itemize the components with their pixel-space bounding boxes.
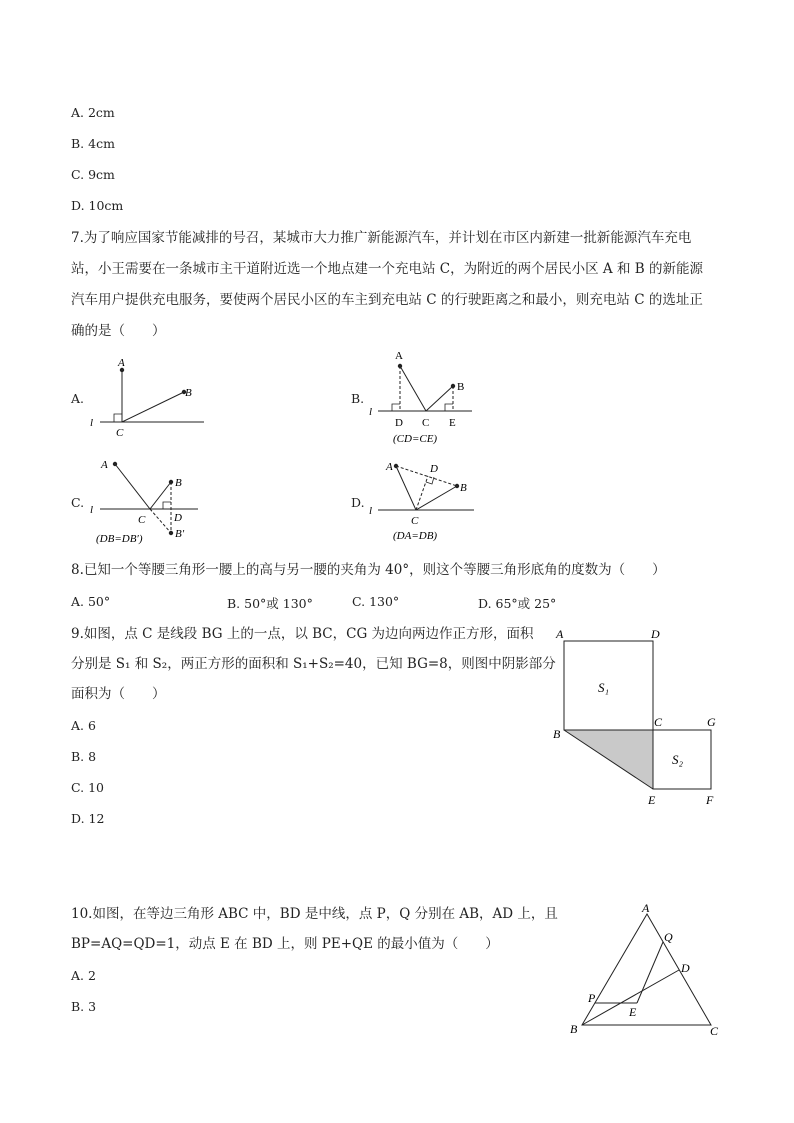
q7b-note: (CD=CE) <box>393 433 438 445</box>
q8-option-b: B. 50°或 130° <box>227 596 313 611</box>
q10-figure <box>566 900 736 1040</box>
q10-label-d: D <box>681 961 690 975</box>
q9-option-a: A. 6 <box>71 718 96 733</box>
q9-option-c: C. 10 <box>71 780 104 795</box>
q7a-label-a: A <box>118 357 125 369</box>
q9-line-3: 面积为（ ） <box>71 686 166 702</box>
q7c-label-d: D <box>174 512 182 524</box>
q7c-label-bp: B′ <box>175 528 185 540</box>
q7d-label-d: D <box>430 463 438 475</box>
q7d-label-l: l <box>369 505 373 517</box>
q10-label-b: B <box>570 1022 578 1036</box>
q7c-label-l: l <box>90 504 94 516</box>
q7b-label-a: A <box>395 350 403 362</box>
q9-label-d: D <box>651 627 660 641</box>
q7b-label-c: C <box>422 417 430 429</box>
q9-label-f: F <box>706 793 714 807</box>
q7-figure-d <box>366 455 486 545</box>
q7-line-4: 确的是（ ） <box>71 323 166 339</box>
q7-figure-a <box>88 356 208 439</box>
q7d-label-b: B <box>460 482 467 494</box>
q7d-label-a: A <box>386 461 393 473</box>
q7c-label-a: A <box>101 459 108 471</box>
q7c-note: (DB=DB′) <box>96 533 143 545</box>
q9-line-1: 9.如图，点 C 是线段 BG 上的一点，以 BC，CG 为边向两边作正方形，面积 <box>71 626 534 642</box>
q10-label-c: C <box>710 1024 719 1038</box>
q7a-label-c: C <box>116 427 124 439</box>
q10-label-q: Q <box>664 930 673 944</box>
q7-option-a-letter: A. <box>71 391 85 406</box>
q7d-note: (DA=DB) <box>393 530 438 542</box>
q10-line-1: 10.如图，在等边三角形 ABC 中，BD 是中线，点 P，Q 分别在 AB，AD 上，且 <box>71 906 558 922</box>
q7c-label-b: B <box>175 477 182 489</box>
q7-line-2: 站，小王需要在一条城市主干道附近选一个地点建一个充电站 C，为附近的两个居民小区 A 和 B 的新能源 <box>71 261 703 277</box>
q10-label-p: P <box>588 991 596 1005</box>
q9-label-s1: S₁ <box>598 680 610 695</box>
q8-option-d: D. 65°或 25° <box>478 596 557 611</box>
q9-option-d: D. 12 <box>71 811 105 826</box>
q7d-label-c: C <box>411 515 419 527</box>
q7c-label-c: C <box>138 514 146 526</box>
q7b-label-e: E <box>449 417 456 429</box>
q7-figure-c <box>88 455 208 545</box>
q7-option-d-letter: D. <box>351 495 365 510</box>
q7-option-b-letter: B. <box>351 391 365 406</box>
q8-option-a: A. 50° <box>71 594 111 609</box>
q9-label-s2: S₂ <box>672 752 684 767</box>
q7b-label-b: B <box>457 381 465 393</box>
q9-figure <box>548 622 738 812</box>
q7b-label-d: D <box>395 417 403 429</box>
q7-line-3: 汽车用户提供充电服务，要使两个居民小区的车主到充电站 C 的行驶距离之和最小，则充电站 C 的选址正 <box>71 292 703 308</box>
q9-option-b: B. 8 <box>71 749 97 764</box>
q6-option-c: C. 9cm <box>71 167 115 182</box>
q7-option-c-letter: C. <box>71 495 85 510</box>
q7a-label-l: l <box>90 417 94 429</box>
q6-option-d: D. 10cm <box>71 198 124 213</box>
q7b-label-l: l <box>369 406 373 418</box>
q7-figure-b <box>366 348 486 448</box>
q9-label-a: A <box>556 627 564 641</box>
q9-line-2: 分别是 S₁ 和 S₂，两正方形的面积和 S₁+S₂=40，已知 BG=8，则图中阴影部分 <box>71 656 556 672</box>
q9-label-g: G <box>707 715 716 729</box>
q10-option-b: B. 3 <box>71 999 97 1014</box>
q8-option-c: C. 130° <box>352 594 400 609</box>
q10-line-2: BP=AQ=QD=1，动点 E 在 BD 上，则 PE+QE 的最小值为（ ） <box>71 936 499 952</box>
q9-label-b: B <box>553 727 561 741</box>
q10-label-a: A <box>642 901 650 915</box>
q6-option-a: A. 2cm <box>71 105 115 120</box>
q9-label-e: E <box>648 793 656 807</box>
q7a-label-b: B <box>185 387 192 399</box>
q7-line-1: 7.为了响应国家节能减排的号召，某城市大力推广新能源汽车，并计划在市区内新建一批新能源汽车充电 <box>71 230 692 246</box>
q6-option-b: B. 4cm <box>71 136 115 151</box>
q8-stem: 8.已知一个等腰三角形一腰上的高与另一腰的夹角为 40°，则这个等腰三角形底角的度数为（ ） <box>71 562 666 578</box>
q10-label-e: E <box>629 1005 637 1019</box>
q9-label-c: C <box>654 715 663 729</box>
q10-option-a: A. 2 <box>71 968 96 983</box>
